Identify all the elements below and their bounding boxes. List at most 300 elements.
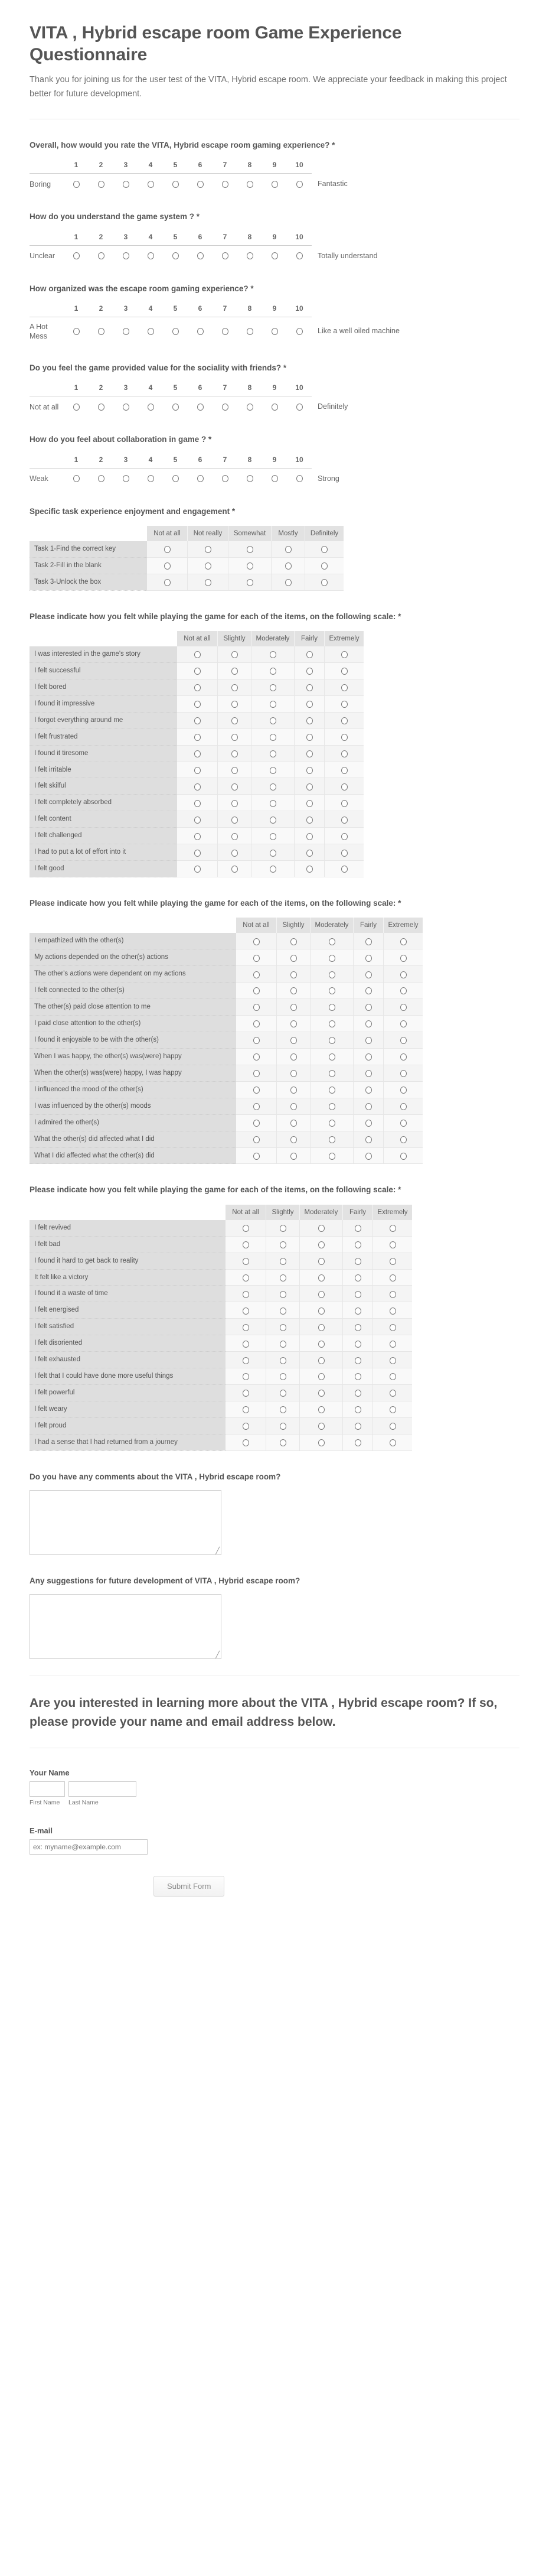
matrix-option-cell[interactable] bbox=[354, 1114, 384, 1131]
matrix-radio[interactable] bbox=[243, 1357, 249, 1364]
matrix-radio[interactable] bbox=[280, 1324, 286, 1331]
matrix-radio[interactable] bbox=[280, 1241, 286, 1248]
matrix-option-cell[interactable] bbox=[311, 1032, 354, 1048]
matrix-option-cell[interactable] bbox=[373, 1401, 413, 1418]
matrix-option-cell[interactable] bbox=[295, 662, 325, 679]
matrix-option-cell[interactable] bbox=[266, 1220, 300, 1236]
scale-radio-5[interactable] bbox=[172, 404, 179, 411]
matrix-radio[interactable] bbox=[280, 1423, 286, 1430]
matrix-radio[interactable] bbox=[270, 850, 276, 857]
scale-option-cell[interactable] bbox=[113, 468, 138, 486]
matrix-radio[interactable] bbox=[400, 987, 407, 994]
scale-option-cell[interactable] bbox=[138, 174, 163, 191]
scale-radio-4[interactable] bbox=[148, 328, 154, 335]
scale-option-cell[interactable] bbox=[113, 174, 138, 191]
scale-option-cell[interactable] bbox=[64, 174, 89, 191]
scale-radio-10[interactable] bbox=[296, 475, 303, 482]
matrix-radio[interactable] bbox=[329, 1153, 335, 1160]
matrix-option-cell[interactable] bbox=[226, 1269, 266, 1286]
matrix-radio[interactable] bbox=[285, 579, 292, 586]
matrix-radio[interactable] bbox=[329, 1053, 335, 1061]
scale-option-cell[interactable] bbox=[64, 396, 89, 414]
matrix-option-cell[interactable] bbox=[300, 1286, 343, 1302]
scale-radio-8[interactable] bbox=[247, 404, 253, 411]
matrix-option-cell[interactable] bbox=[277, 1032, 311, 1048]
matrix-option-cell[interactable] bbox=[251, 712, 295, 728]
matrix-option-cell[interactable] bbox=[295, 762, 325, 778]
matrix-option-cell[interactable] bbox=[266, 1286, 300, 1302]
matrix-option-cell[interactable] bbox=[236, 1032, 277, 1048]
matrix-option-cell[interactable] bbox=[177, 795, 218, 811]
scale-option-cell[interactable] bbox=[188, 396, 213, 414]
matrix-radio[interactable] bbox=[341, 767, 348, 774]
matrix-radio[interactable] bbox=[329, 1004, 335, 1011]
matrix-option-cell[interactable] bbox=[354, 1065, 384, 1081]
matrix-radio[interactable] bbox=[400, 1136, 407, 1143]
matrix-radio[interactable] bbox=[318, 1406, 325, 1413]
email-input[interactable] bbox=[30, 1839, 148, 1855]
matrix-radio[interactable] bbox=[280, 1291, 286, 1298]
matrix-option-cell[interactable] bbox=[147, 557, 188, 574]
matrix-option-cell[interactable] bbox=[384, 983, 423, 999]
matrix-radio[interactable] bbox=[341, 651, 348, 658]
matrix-radio[interactable] bbox=[321, 562, 328, 570]
matrix-option-cell[interactable] bbox=[226, 1335, 266, 1352]
scale-option-cell[interactable] bbox=[163, 245, 188, 263]
matrix-option-cell[interactable] bbox=[236, 1048, 277, 1065]
matrix-option-cell[interactable] bbox=[218, 745, 251, 762]
matrix-option-cell[interactable] bbox=[384, 1147, 423, 1164]
matrix-radio[interactable] bbox=[400, 1053, 407, 1061]
matrix-radio[interactable] bbox=[280, 1225, 286, 1232]
matrix-radio[interactable] bbox=[280, 1406, 286, 1413]
matrix-option-cell[interactable] bbox=[311, 1098, 354, 1114]
matrix-radio[interactable] bbox=[231, 651, 238, 658]
matrix-radio[interactable] bbox=[390, 1225, 396, 1232]
matrix-radio[interactable] bbox=[194, 717, 201, 724]
matrix-radio[interactable] bbox=[355, 1439, 361, 1446]
matrix-radio[interactable] bbox=[318, 1225, 325, 1232]
matrix-radio[interactable] bbox=[341, 800, 348, 807]
matrix-option-cell[interactable] bbox=[325, 728, 364, 745]
matrix-option-cell[interactable] bbox=[236, 1147, 277, 1164]
matrix-option-cell[interactable] bbox=[300, 1319, 343, 1335]
scale-option-cell[interactable] bbox=[262, 317, 287, 342]
matrix-radio[interactable] bbox=[341, 734, 348, 741]
scale-radio-5[interactable] bbox=[172, 181, 179, 188]
scale-radio-9[interactable] bbox=[272, 181, 278, 188]
matrix-radio[interactable] bbox=[253, 955, 260, 962]
matrix-radio[interactable] bbox=[329, 955, 335, 962]
scale-option-cell[interactable] bbox=[213, 396, 237, 414]
matrix-radio[interactable] bbox=[280, 1390, 286, 1397]
scale-radio-1[interactable] bbox=[73, 328, 80, 335]
matrix-option-cell[interactable] bbox=[236, 1081, 277, 1098]
matrix-radio[interactable] bbox=[231, 750, 238, 757]
matrix-radio[interactable] bbox=[306, 783, 313, 791]
matrix-radio[interactable] bbox=[390, 1373, 396, 1380]
matrix-option-cell[interactable] bbox=[277, 949, 311, 966]
matrix-radio[interactable] bbox=[290, 1037, 297, 1044]
matrix-option-cell[interactable] bbox=[300, 1352, 343, 1368]
matrix-option-cell[interactable] bbox=[354, 949, 384, 966]
matrix-option-cell[interactable] bbox=[251, 828, 295, 844]
scale-radio-8[interactable] bbox=[247, 328, 253, 335]
matrix-option-cell[interactable] bbox=[277, 1131, 311, 1147]
matrix-radio[interactable] bbox=[341, 850, 348, 857]
matrix-radio[interactable] bbox=[243, 1341, 249, 1348]
matrix-option-cell[interactable] bbox=[300, 1302, 343, 1319]
matrix-radio[interactable] bbox=[365, 955, 372, 962]
scale-option-cell[interactable] bbox=[213, 317, 237, 342]
matrix-option-cell[interactable] bbox=[218, 728, 251, 745]
matrix-option-cell[interactable] bbox=[266, 1319, 300, 1335]
matrix-radio[interactable] bbox=[243, 1439, 249, 1446]
matrix-option-cell[interactable] bbox=[177, 745, 218, 762]
matrix-radio[interactable] bbox=[355, 1406, 361, 1413]
matrix-radio[interactable] bbox=[318, 1373, 325, 1380]
matrix-radio[interactable] bbox=[306, 651, 313, 658]
matrix-radio[interactable] bbox=[243, 1390, 249, 1397]
matrix-radio[interactable] bbox=[231, 800, 238, 807]
matrix-option-cell[interactable] bbox=[373, 1319, 413, 1335]
scale-radio-7[interactable] bbox=[222, 328, 228, 335]
matrix-radio[interactable] bbox=[329, 1120, 335, 1127]
matrix-option-cell[interactable] bbox=[354, 1032, 384, 1048]
matrix-radio[interactable] bbox=[270, 833, 276, 840]
matrix-option-cell[interactable] bbox=[325, 695, 364, 712]
matrix-option-cell[interactable] bbox=[236, 1065, 277, 1081]
matrix-radio[interactable] bbox=[290, 1070, 297, 1077]
matrix-option-cell[interactable] bbox=[147, 541, 188, 557]
scale-radio-9[interactable] bbox=[272, 475, 278, 482]
matrix-radio[interactable] bbox=[270, 800, 276, 807]
matrix-radio[interactable] bbox=[194, 684, 201, 691]
matrix-radio[interactable] bbox=[400, 1153, 407, 1160]
matrix-radio[interactable] bbox=[355, 1373, 361, 1380]
matrix-radio[interactable] bbox=[341, 866, 348, 873]
matrix-option-cell[interactable] bbox=[343, 1352, 373, 1368]
matrix-option-cell[interactable] bbox=[295, 646, 325, 662]
matrix-option-cell[interactable] bbox=[300, 1417, 343, 1434]
matrix-radio[interactable] bbox=[365, 1070, 372, 1077]
matrix-radio[interactable] bbox=[290, 1136, 297, 1143]
matrix-option-cell[interactable] bbox=[384, 1065, 423, 1081]
matrix-option-cell[interactable] bbox=[343, 1319, 373, 1335]
matrix-radio[interactable] bbox=[280, 1439, 286, 1446]
matrix-option-cell[interactable] bbox=[236, 949, 277, 966]
matrix-radio[interactable] bbox=[390, 1406, 396, 1413]
matrix-option-cell[interactable] bbox=[325, 679, 364, 695]
matrix-option-cell[interactable] bbox=[311, 1147, 354, 1164]
scale-radio-1[interactable] bbox=[73, 475, 80, 482]
matrix-option-cell[interactable] bbox=[325, 745, 364, 762]
scale-radio-5[interactable] bbox=[172, 252, 179, 259]
matrix-radio[interactable] bbox=[400, 1120, 407, 1127]
scale-radio-3[interactable] bbox=[123, 252, 129, 259]
matrix-radio[interactable] bbox=[280, 1357, 286, 1364]
scale-option-cell[interactable] bbox=[113, 317, 138, 342]
resize-grip-icon[interactable]: ╱ bbox=[215, 1547, 220, 1555]
scale-radio-4[interactable] bbox=[148, 404, 154, 411]
matrix-radio[interactable] bbox=[365, 1087, 372, 1094]
scale-radio-3[interactable] bbox=[123, 404, 129, 411]
scale-option-cell[interactable] bbox=[237, 317, 262, 342]
submit-button[interactable]: Submit Form bbox=[153, 1876, 224, 1897]
matrix-option-cell[interactable] bbox=[325, 811, 364, 828]
scale-option-cell[interactable] bbox=[163, 174, 188, 191]
matrix-option-cell[interactable] bbox=[251, 662, 295, 679]
matrix-option-cell[interactable] bbox=[325, 662, 364, 679]
matrix-option-cell[interactable] bbox=[228, 557, 272, 574]
matrix-option-cell[interactable] bbox=[343, 1253, 373, 1269]
matrix-radio[interactable] bbox=[365, 1004, 372, 1011]
matrix-radio[interactable] bbox=[194, 783, 201, 791]
matrix-option-cell[interactable] bbox=[373, 1335, 413, 1352]
matrix-option-cell[interactable] bbox=[277, 1065, 311, 1081]
matrix-radio[interactable] bbox=[400, 938, 407, 945]
matrix-option-cell[interactable] bbox=[226, 1253, 266, 1269]
scale-option-cell[interactable] bbox=[64, 317, 89, 342]
scale-option-cell[interactable] bbox=[163, 468, 188, 486]
matrix-radio[interactable] bbox=[318, 1357, 325, 1364]
scale-option-cell[interactable] bbox=[188, 174, 213, 191]
matrix-option-cell[interactable] bbox=[300, 1236, 343, 1253]
matrix-radio[interactable] bbox=[329, 971, 335, 978]
matrix-option-cell[interactable] bbox=[354, 966, 384, 983]
matrix-option-cell[interactable] bbox=[177, 679, 218, 695]
matrix-option-cell[interactable] bbox=[266, 1385, 300, 1401]
matrix-radio[interactable] bbox=[306, 833, 313, 840]
matrix-radio[interactable] bbox=[231, 783, 238, 791]
scale-radio-6[interactable] bbox=[197, 252, 204, 259]
scale-radio-1[interactable] bbox=[73, 181, 80, 188]
matrix-option-cell[interactable] bbox=[311, 966, 354, 983]
matrix-radio[interactable] bbox=[318, 1341, 325, 1348]
matrix-radio[interactable] bbox=[253, 1004, 260, 1011]
scale-radio-2[interactable] bbox=[98, 404, 104, 411]
matrix-radio[interactable] bbox=[290, 1103, 297, 1110]
matrix-option-cell[interactable] bbox=[295, 778, 325, 795]
scale-radio-6[interactable] bbox=[197, 475, 204, 482]
scale-option-cell[interactable] bbox=[262, 174, 287, 191]
matrix-radio[interactable] bbox=[270, 767, 276, 774]
scale-radio-7[interactable] bbox=[222, 252, 228, 259]
matrix-option-cell[interactable] bbox=[295, 695, 325, 712]
matrix-radio[interactable] bbox=[329, 1103, 335, 1110]
matrix-option-cell[interactable] bbox=[266, 1236, 300, 1253]
matrix-radio[interactable] bbox=[164, 579, 171, 586]
matrix-option-cell[interactable] bbox=[236, 1016, 277, 1032]
matrix-radio[interactable] bbox=[329, 1020, 335, 1027]
scale-radio-2[interactable] bbox=[98, 181, 104, 188]
matrix-radio[interactable] bbox=[329, 1070, 335, 1077]
matrix-option-cell[interactable] bbox=[354, 1098, 384, 1114]
matrix-radio[interactable] bbox=[270, 866, 276, 873]
scale-radio-5[interactable] bbox=[172, 328, 179, 335]
matrix-option-cell[interactable] bbox=[343, 1302, 373, 1319]
matrix-radio[interactable] bbox=[355, 1274, 361, 1282]
matrix-radio[interactable] bbox=[318, 1291, 325, 1298]
matrix-option-cell[interactable] bbox=[300, 1253, 343, 1269]
matrix-option-cell[interactable] bbox=[373, 1269, 413, 1286]
matrix-radio[interactable] bbox=[355, 1225, 361, 1232]
matrix-radio[interactable] bbox=[318, 1241, 325, 1248]
matrix-radio[interactable] bbox=[270, 684, 276, 691]
matrix-option-cell[interactable] bbox=[384, 1016, 423, 1032]
matrix-radio[interactable] bbox=[306, 800, 313, 807]
matrix-option-cell[interactable] bbox=[311, 933, 354, 949]
scale-option-cell[interactable] bbox=[89, 317, 113, 342]
matrix-option-cell[interactable] bbox=[277, 1098, 311, 1114]
matrix-option-cell[interactable] bbox=[218, 844, 251, 861]
matrix-radio[interactable] bbox=[341, 783, 348, 791]
matrix-radio[interactable] bbox=[355, 1390, 361, 1397]
matrix-option-cell[interactable] bbox=[373, 1352, 413, 1368]
matrix-radio[interactable] bbox=[390, 1357, 396, 1364]
matrix-radio[interactable] bbox=[231, 717, 238, 724]
matrix-radio[interactable] bbox=[280, 1341, 286, 1348]
matrix-option-cell[interactable] bbox=[177, 662, 218, 679]
matrix-option-cell[interactable] bbox=[236, 999, 277, 1016]
scale-option-cell[interactable] bbox=[188, 468, 213, 486]
scale-radio-4[interactable] bbox=[148, 475, 154, 482]
matrix-option-cell[interactable] bbox=[226, 1417, 266, 1434]
matrix-option-cell[interactable] bbox=[354, 1147, 384, 1164]
scale-option-cell[interactable] bbox=[237, 245, 262, 263]
matrix-radio[interactable] bbox=[253, 1120, 260, 1127]
matrix-option-cell[interactable] bbox=[300, 1220, 343, 1236]
matrix-option-cell[interactable] bbox=[354, 1131, 384, 1147]
scale-option-cell[interactable] bbox=[89, 245, 113, 263]
matrix-option-cell[interactable] bbox=[177, 762, 218, 778]
scale-option-cell[interactable] bbox=[89, 174, 113, 191]
matrix-radio[interactable] bbox=[194, 850, 201, 857]
scale-option-cell[interactable] bbox=[287, 317, 312, 342]
matrix-radio[interactable] bbox=[253, 971, 260, 978]
scale-radio-9[interactable] bbox=[272, 252, 278, 259]
scale-option-cell[interactable] bbox=[89, 468, 113, 486]
scale-radio-3[interactable] bbox=[123, 181, 129, 188]
matrix-option-cell[interactable] bbox=[226, 1302, 266, 1319]
matrix-option-cell[interactable] bbox=[325, 828, 364, 844]
matrix-radio[interactable] bbox=[243, 1291, 249, 1298]
scale-radio-9[interactable] bbox=[272, 328, 278, 335]
matrix-radio[interactable] bbox=[365, 1037, 372, 1044]
matrix-radio[interactable] bbox=[306, 717, 313, 724]
scale-option-cell[interactable] bbox=[237, 396, 262, 414]
scale-radio-7[interactable] bbox=[222, 475, 228, 482]
matrix-radio[interactable] bbox=[341, 668, 348, 675]
scale-radio-6[interactable] bbox=[197, 328, 204, 335]
matrix-radio[interactable] bbox=[270, 717, 276, 724]
matrix-radio[interactable] bbox=[243, 1307, 249, 1315]
matrix-option-cell[interactable] bbox=[343, 1417, 373, 1434]
matrix-option-cell[interactable] bbox=[226, 1352, 266, 1368]
matrix-option-cell[interactable] bbox=[325, 646, 364, 662]
matrix-option-cell[interactable] bbox=[188, 574, 228, 590]
matrix-radio[interactable] bbox=[253, 938, 260, 945]
scale-option-cell[interactable] bbox=[138, 396, 163, 414]
matrix-option-cell[interactable] bbox=[343, 1286, 373, 1302]
scale-radio-1[interactable] bbox=[73, 252, 80, 259]
scale-option-cell[interactable] bbox=[138, 468, 163, 486]
matrix-option-cell[interactable] bbox=[236, 966, 277, 983]
matrix-radio[interactable] bbox=[365, 1103, 372, 1110]
matrix-radio[interactable] bbox=[390, 1390, 396, 1397]
matrix-radio[interactable] bbox=[205, 579, 211, 586]
scale-radio-3[interactable] bbox=[123, 475, 129, 482]
matrix-option-cell[interactable] bbox=[277, 999, 311, 1016]
matrix-radio[interactable] bbox=[318, 1307, 325, 1315]
matrix-radio[interactable] bbox=[243, 1406, 249, 1413]
scale-option-cell[interactable] bbox=[113, 396, 138, 414]
scale-option-cell[interactable] bbox=[287, 396, 312, 414]
matrix-radio[interactable] bbox=[355, 1324, 361, 1331]
matrix-radio[interactable] bbox=[390, 1324, 396, 1331]
matrix-radio[interactable] bbox=[355, 1423, 361, 1430]
matrix-radio[interactable] bbox=[194, 817, 201, 824]
matrix-radio[interactable] bbox=[231, 734, 238, 741]
matrix-radio[interactable] bbox=[253, 1153, 260, 1160]
matrix-radio[interactable] bbox=[355, 1241, 361, 1248]
matrix-option-cell[interactable] bbox=[384, 1048, 423, 1065]
matrix-radio[interactable] bbox=[247, 562, 253, 570]
matrix-option-cell[interactable] bbox=[373, 1368, 413, 1385]
matrix-radio[interactable] bbox=[290, 971, 297, 978]
matrix-radio[interactable] bbox=[270, 734, 276, 741]
matrix-radio[interactable] bbox=[365, 1153, 372, 1160]
matrix-option-cell[interactable] bbox=[343, 1335, 373, 1352]
matrix-option-cell[interactable] bbox=[295, 861, 325, 877]
matrix-option-cell[interactable] bbox=[373, 1302, 413, 1319]
matrix-option-cell[interactable] bbox=[373, 1286, 413, 1302]
resize-grip-icon[interactable]: ╱ bbox=[215, 1651, 220, 1659]
matrix-radio[interactable] bbox=[365, 938, 372, 945]
matrix-option-cell[interactable] bbox=[226, 1319, 266, 1335]
scale-option-cell[interactable] bbox=[188, 245, 213, 263]
matrix-radio[interactable] bbox=[400, 955, 407, 962]
matrix-option-cell[interactable] bbox=[305, 541, 344, 557]
matrix-option-cell[interactable] bbox=[295, 712, 325, 728]
matrix-option-cell[interactable] bbox=[218, 795, 251, 811]
matrix-radio[interactable] bbox=[194, 833, 201, 840]
matrix-option-cell[interactable] bbox=[311, 1131, 354, 1147]
matrix-radio[interactable] bbox=[253, 1070, 260, 1077]
scale-radio-2[interactable] bbox=[98, 475, 104, 482]
matrix-radio[interactable] bbox=[194, 750, 201, 757]
matrix-option-cell[interactable] bbox=[311, 999, 354, 1016]
matrix-option-cell[interactable] bbox=[228, 574, 272, 590]
matrix-option-cell[interactable] bbox=[300, 1401, 343, 1418]
matrix-radio[interactable] bbox=[390, 1291, 396, 1298]
matrix-option-cell[interactable] bbox=[300, 1335, 343, 1352]
matrix-radio[interactable] bbox=[243, 1423, 249, 1430]
matrix-option-cell[interactable] bbox=[354, 983, 384, 999]
scale-option-cell[interactable] bbox=[64, 245, 89, 263]
matrix-option-cell[interactable] bbox=[343, 1368, 373, 1385]
matrix-radio[interactable] bbox=[290, 1053, 297, 1061]
matrix-option-cell[interactable] bbox=[177, 728, 218, 745]
matrix-option-cell[interactable] bbox=[251, 745, 295, 762]
matrix-radio[interactable] bbox=[306, 750, 313, 757]
matrix-radio[interactable] bbox=[365, 1053, 372, 1061]
scale-radio-7[interactable] bbox=[222, 181, 228, 188]
matrix-radio[interactable] bbox=[285, 546, 292, 553]
scale-option-cell[interactable] bbox=[213, 245, 237, 263]
matrix-radio[interactable] bbox=[231, 866, 238, 873]
matrix-radio[interactable] bbox=[321, 579, 328, 586]
